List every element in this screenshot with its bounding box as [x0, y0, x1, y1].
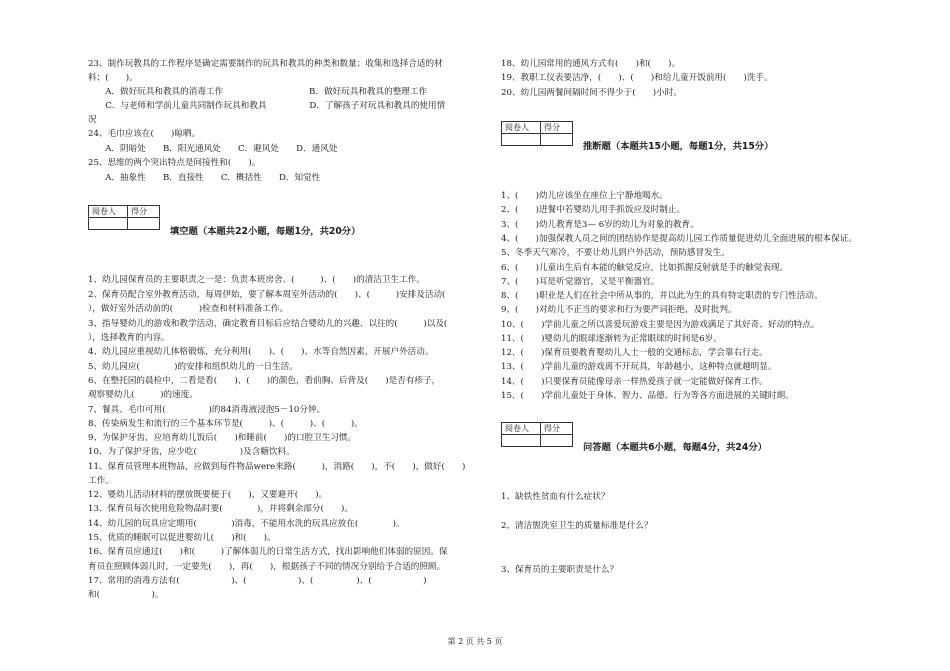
score-label: 得分 — [541, 423, 573, 435]
fill-line: 3、指导婴幼儿的游戏和教学活动，确定教育目标后应结合婴幼儿的兴趣、以往的( )以及( — [88, 319, 448, 329]
question-line: 24、毛巾应该在( )晾晒。 — [88, 129, 201, 139]
option-line: A．抽象性 B．直接性 C．概括性 D．知觉性 — [88, 173, 321, 183]
qa-question: 3、保育员的主要职责是什么？ — [501, 565, 619, 575]
fill-line: ），做好室外活动前的( )检查和材料准备工作。 — [88, 304, 289, 314]
fill-line: 12、婴幼儿活动材料的摆放既要便于( )，又要避开( )。 — [88, 490, 328, 500]
judge-line: 3、( )幼儿教育是3— 6岁的幼儿为对象的教育。 — [501, 220, 699, 230]
judge-line: 11、( )婴幼儿的眼球逐渐转为正常眼球的时间是6岁。 — [501, 334, 722, 344]
fill-line: 1、幼儿园保育员的主要职责之一是：负责本班房舍、( )、( )的清洁卫生工作。 — [88, 275, 425, 285]
fill-line: 6、在整托园的晨检中，二看是看( )、( )的颜色，看前胸、后背及( )是否有疹子， — [88, 376, 441, 386]
fill-line: 7、餐具、毛巾可用( )的84消毒液浸泡5－10分钟。 — [88, 405, 326, 415]
score-label: 得分 — [128, 206, 160, 218]
judge-line: 15、( )学前儿童处于身体、智力、品德、行为等各方面进展的关键时期。 — [501, 391, 794, 401]
qa-question: 2、清洁盥洗室卫生的质量标准是什么？ — [501, 521, 653, 531]
judge-line: 10、( )学前儿童之所以喜爱玩游戏主要是因为游戏满足了其好奇、好动的特点。 — [501, 320, 820, 330]
judge-line: 7、( )耳是听觉器官，又是平衡器官。 — [501, 277, 660, 287]
fill-line: 和( )。 — [88, 590, 164, 600]
option-line: 况 — [88, 115, 97, 125]
fill-line: 4、幼儿园应重视幼儿体格锻炼，充分利用( )、( )、水等自然因素，开展户外活动。 — [88, 347, 434, 357]
score-box-fill — [88, 205, 160, 230]
judge-line: 9、( )对幼儿不正当的要求和行为要严词拒绝，及时批判。 — [501, 305, 737, 315]
qa-question: 1、缺铁性贫血有什么症状？ — [501, 492, 610, 502]
fill-line: 13、保育员每次使用危险物品时要( )，并将剩余部分( )。 — [88, 504, 353, 514]
fill-line: 11、保育员管理本班物品，应做到每件物品were来路( )，消路( )，不( )，做好( ) — [88, 462, 466, 472]
fill-line: 18、幼儿园常用的通风方式有( )和( )。 — [501, 59, 681, 69]
score-label: 得分 — [541, 122, 573, 134]
option-line: C．与老师和学前儿童共同制作玩具和教具 D．了解孩子对玩具和教具的使用情 — [88, 101, 446, 111]
reviewer-cell — [502, 435, 541, 447]
fill-line: 观察婴幼儿( )的速度。 — [88, 390, 198, 400]
reviewer-label: 阅卷人 — [502, 423, 541, 435]
reviewer-cell — [89, 218, 128, 230]
option-line: A．做好玩具和教具的消毒工作 B．做好玩具和教具的整理工作 — [88, 87, 428, 97]
fill-line: 5、幼儿园应( )的安排和组织幼儿的一日生活。 — [88, 362, 298, 372]
fill-line: 16、保育员应通过( )和( )了解体弱儿的日常生活方式，找出影响他们体弱的原因。保 — [88, 547, 448, 557]
section-title-fill: 填空题（本题共22小题，每题1分，共20分） — [170, 226, 361, 237]
fill-line: 2、保育员配合室外教育活动，每周伊始，要了解本周室外活动的( )、( )安排及活动( — [88, 290, 446, 300]
section-title-qa: 问答题（本题共6小题，每题4分，共24分） — [583, 442, 767, 453]
score-box-qa — [501, 422, 573, 447]
score-cell — [541, 435, 573, 447]
question-line: 料；( )。 — [88, 73, 138, 83]
judge-line: 1、( )幼儿应该坐在座位上宁静地喝水。 — [501, 191, 668, 201]
fill-line: 17、常用的消毒方法有( )、( )、( )、( ) — [88, 576, 427, 586]
judge-line: 12、( )保育员要教育婴幼儿人士一般的交通标志，学会靠右行走。 — [501, 348, 768, 358]
page-footer: 第 2 页 共 5 页 — [447, 637, 503, 646]
reviewer-cell — [502, 134, 541, 146]
fill-line: 8、传染病发生和流行的三个基本环节是( )、( )、( )。 — [88, 419, 363, 429]
fill-line: 20、幼儿园两餐间隔时间不得少于( )小时。 — [501, 88, 682, 98]
score-box-judge — [501, 121, 573, 146]
question-line: 23、制作玩教具的工作程序是确定需要制作的玩具和教具的种类和数量；收集和选择合适的材 — [88, 59, 443, 69]
question-line: 25、思维的两个突出特点是间接性和( )。 — [88, 158, 261, 168]
section-title-judge: 推断题（本题共15小题，每题1分，共15分） — [583, 141, 774, 152]
judge-line: 5、冬季天气寒冷，不要让幼儿到户外活动，预防感冒发生。 — [501, 248, 730, 258]
fill-line: 14、幼儿园的玩具应定期用( )消毒，不能用水洗的玩具应放在( )。 — [88, 519, 405, 529]
judge-line: 13、( )学前儿童的游戏离不开玩具，年龄越小，这种特点就越明显。 — [501, 362, 777, 372]
fill-line: ），选择教育的内容。 — [88, 333, 170, 343]
score-cell — [541, 134, 573, 146]
reviewer-label: 阅卷人 — [502, 122, 541, 134]
judge-line: 2、( )进餐中若婴幼儿用手抓饭应及时制止。 — [501, 205, 686, 215]
reviewer-label: 阅卷人 — [89, 206, 128, 218]
fill-line: 工作。 — [88, 476, 114, 486]
judge-line: 6、( )儿童出生后有本能的触觉反应，比如抓握反射就是手的触觉表现。 — [501, 263, 789, 273]
judge-line: 4、( )加强保教人员之间的团结协作是提高幼儿园工作质量促进幼儿全面进展的根本保证。 — [501, 234, 857, 244]
fill-line: 育员在照顾体弱儿时，一定要先( )，再( )，根据孩子不同的情况分别给予合适的照顾。 — [88, 562, 446, 572]
fill-line: 10、为了保护牙齿，应少吃( )及含糖饮料。 — [88, 447, 295, 457]
judge-line: 8、( )职业是人们在社会中所从事的，并以此为生的具有特定职责的专门性活动。 — [501, 291, 823, 301]
fill-line: 9、为保护牙齿，应培育幼儿饭后( )和睡前( )的口腔卫生习惯。 — [88, 433, 357, 443]
fill-line: 19、教职工仪表要洁净，( )、( )和给儿童开饭前用( )洗手。 — [501, 73, 773, 83]
option-line: A．阴暗处 B．阳光通风处 C．避风处 D．通风处 — [88, 144, 338, 154]
judge-line: 14、( )只要保育员能像母亲一样热爱孩子就一定能做好保育工作。 — [501, 377, 768, 387]
score-cell — [128, 218, 160, 230]
fill-line: 15、优质的睡眠可以促进婴幼儿( )和( )。 — [88, 533, 276, 543]
